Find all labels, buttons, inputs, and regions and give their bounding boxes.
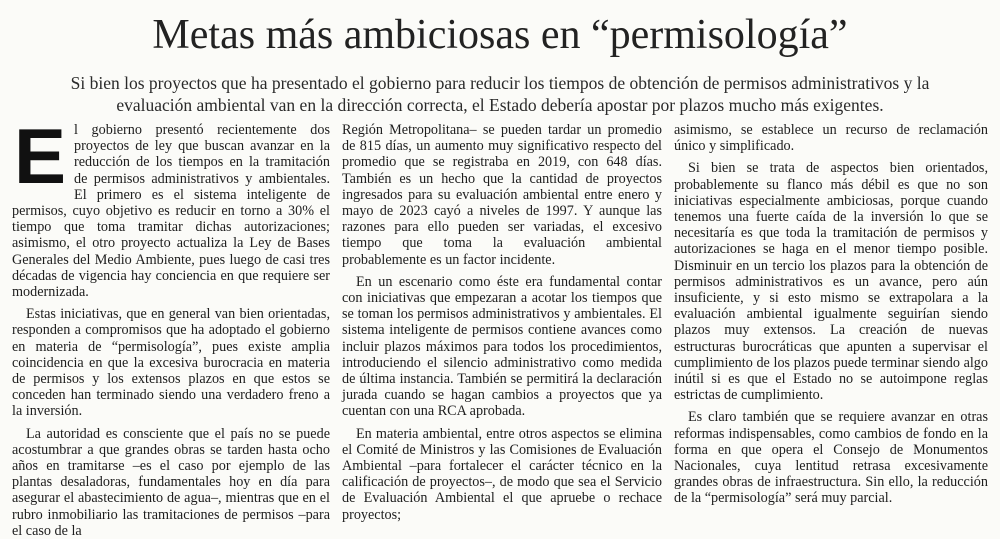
- column-2: [342, 122, 662, 523]
- paragraph-1: [12, 112, 330, 301]
- paragraph-3: La autoridad es consciente que el país no se puede acostumbrar a que grandes obras se tarden hasta ocho años en tramitarse –es el caso por ejemplo de las plantas desaladoras, fundamentales hoy en día para asegurar el abastecimiento de agua–, mientras que en el rubro inmobiliario las tramitaciones de permisos –para el caso de la: [12, 425, 330, 539]
- paragraph-1-text: l gobierno presentó recientemente dos proyectos de ley que buscan avanzar en la reducción de los tiempos en la tramitación de permisos administrativos y ambientales. El primero es el sistema inteligente de permisos, cuyo objetivo es reducir en torno a 30% el tiempo que toma tramitar dichas autorizaciones; asimismo, el otro proyecto actualiza la Ley de Bases Generales del Medio Ambiente, pues luego de casi tres décadas de vigencia hay conciencia en que requiere ser modernizada.: [12, 122, 330, 301]
- drop-cap: E: [14, 112, 67, 200]
- deck-subtitle: Si bien los proyectos que ha presentado el gobierno para reducir los tiempos de obtención de permisos administrativos y la evaluación ambiental van en la dirección correcta, el Estado debería apostar por plazos mucho más exigentes.: [70, 73, 930, 115]
- paragraph-6: Si bien se trata de aspectos bien orientados, probablemente su flanco más débil es que no son iniciativas especialmente ambiciosas, porque cuando tenemos una fuerte caída de la inversión lo que se necesitaría es que toda la tramitación de permisos y autorizaciones se haga en el menor tiempo posible. Disminuir en un tercio los plazos para la obtención de permisos administrativos es un avance, pero aún insuficiente, y si esto mismo se extrapolara a la evaluación ambiental igualmente seguirían siendo plazos muy extensos. La creación de nuevas estructuras burocráticas que apunten a supervisar el cumplimiento de los plazos puede terminar siendo algo inútil si es que el Estado no se autoimpone reglas estrictas de cumplimiento.: [674, 160, 988, 404]
- paragraph-2: Estas iniciativas, que en general van bien orientadas, responden a compromisos que ha adoptado el gobierno en materia de “permisología”, pues existe amplia coincidencia en que la excesiva burocracia en materia de permisos y los extensos plazos en que estos se conceden han terminado siendo una verdadero freno a la inversión.: [12, 306, 330, 420]
- paragraph-3-continued: Región Metropolitana– se pueden tardar un promedio de 815 días, un aumento muy significativo respecto del promedio que se registraba en 2019, con 648 días. También es un hecho que la cantidad de proyectos ingresados para su evaluación ambiental entre enero y mayo de 2023 cayó a niveles de 1997. Y aunque las razones para ello pueden ser variadas, el excesivo tiempo que toma la evaluación ambiental probablemente es un factor incidente.: [342, 122, 662, 268]
- column-3: [674, 122, 988, 507]
- paragraph-4: En un escenario como éste era fundamental contar con iniciativas que empezaran a acotar los tiempos que se toman los permisos administrativos y ambientales. El sistema inteligente de permisos contiene avances como incluir plazos máximos para todos los procedimientos, introduciendo el silencio administrativo como medida de última instancia. También se permitirá la declaración jurada cuando se hagan cambios a proyectos que ya cuentan con una RCA aprobada.: [342, 273, 662, 420]
- paragraph-7: Es claro también que se requiere avanzar en otras reformas indispensables, como cambios de fondo en la forma en que opera el Consejo de Monumentos Nacionales, cuya lentitud retrasa excesivamente grandes obras de infraestructura. Sin ello, la reducción de la “permisología” será muy parcial.: [674, 409, 988, 507]
- paragraph-5-continued: asimismo, se establece un recurso de reclamación único y simplificado.: [674, 122, 988, 155]
- article-body: [0, 112, 1000, 539]
- column-1: [12, 112, 330, 539]
- headline: Metas más ambiciosas en “permisología”: [152, 12, 848, 58]
- paragraph-5: En materia ambiental, entre otros aspectos se elimina el Comité de Ministros y las Comisiones de Evaluación Ambiental –para fortalecer el carácter técnico en la calificación de proyectos–, de modo que sea el Servicio de Evaluación Ambiental el que apruebe o rechace proyectos;: [342, 425, 662, 523]
